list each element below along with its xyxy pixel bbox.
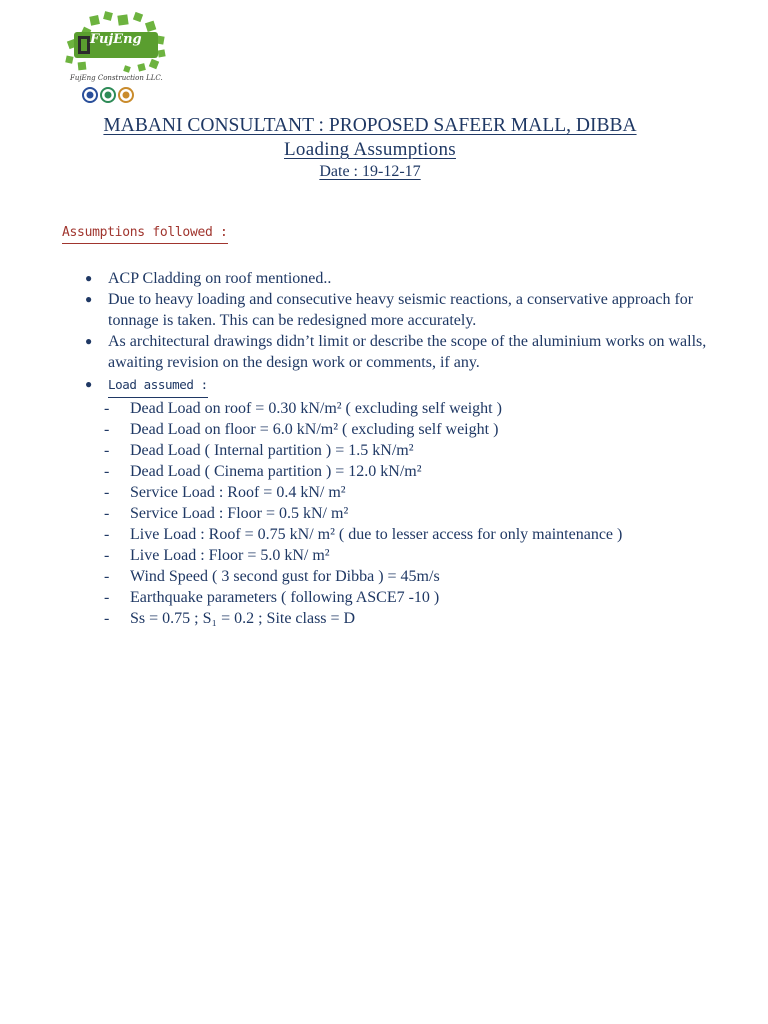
assumptions-heading: Assumptions followed : xyxy=(62,225,228,244)
bullet-icon: ● xyxy=(85,271,93,285)
load-item xyxy=(104,398,724,419)
document-date-text: Date : 19-12-17 xyxy=(319,163,421,180)
load-assumed-heading: Load assumed : xyxy=(108,374,208,398)
dash-icon: - xyxy=(104,505,110,522)
dash-icon: - xyxy=(104,442,110,459)
dash-icon: - xyxy=(104,484,110,501)
bullet-icon: ● xyxy=(85,334,93,348)
bullet-icon: ● xyxy=(85,292,93,306)
load-assumed-item xyxy=(84,374,724,398)
load-item-text: Live Load : Roof = 0.75 kN/ m² ( due to lesser access for only maintenance ) xyxy=(130,526,623,543)
document-subtitle-text: Loading Assumptions xyxy=(284,139,456,160)
load-item-text: Wind Speed ( 3 second gust for Dibba ) = 45m/s xyxy=(130,568,440,585)
dash-icon: - xyxy=(104,568,110,585)
load-item-text: Dead Load ( Internal partition ) = 1.5 kN/m² xyxy=(130,442,414,459)
load-item xyxy=(104,566,724,587)
dash-icon: - xyxy=(104,463,110,480)
list-item xyxy=(84,289,724,331)
load-item xyxy=(104,503,724,524)
load-item-text: Service Load : Roof = 0.4 kN/ m² xyxy=(130,484,346,501)
list-item-text: As architectural drawings didn’t limit or describe the scope of the aluminium works on walls, awaiting revision on the design work or comments, if any. xyxy=(108,333,707,371)
dash-icon: - xyxy=(104,400,110,417)
assumptions-list xyxy=(84,268,724,629)
load-item-text: Live Load : Floor = 5.0 kN/ m² xyxy=(130,547,330,564)
dash-icon: - xyxy=(104,589,110,606)
load-item-text: Dead Load on roof = 0.30 kN/m² ( excluding self weight ) xyxy=(130,400,502,417)
document-date xyxy=(0,163,740,181)
logo-tagline: FujEng Construction LLC. xyxy=(70,74,163,82)
dash-icon: - xyxy=(104,421,110,438)
load-item-text: Dead Load on floor = 6.0 kN/m² ( excluding self weight ) xyxy=(130,421,499,438)
dash-icon: - xyxy=(104,610,110,627)
load-item xyxy=(104,461,724,482)
load-item-text: Ss = 0.75 ; S₁ = 0.2 ; Site class = D xyxy=(130,610,356,627)
list-item-text: Due to heavy loading and consecutive heavy seismic reactions, a conservative approach for tonnage is taken. This can be redesigned more accurately. xyxy=(108,291,694,329)
load-item xyxy=(104,419,724,440)
load-item-text: Dead Load ( Cinema partition ) = 12.0 kN/m² xyxy=(130,463,422,480)
load-item-text: Service Load : Floor = 0.5 kN/ m² xyxy=(130,505,349,522)
list-item-text: ACP Cladding on roof mentioned.. xyxy=(108,270,332,287)
document-title-text: MABANI CONSULTANT : PROPOSED SAFEER MALL, DIBBA xyxy=(103,115,637,136)
document-subtitle xyxy=(0,139,740,161)
load-list xyxy=(84,398,724,629)
load-item xyxy=(104,608,724,629)
load-item-text: Earthquake parameters ( following ASCE7 -10 ) xyxy=(130,589,440,606)
load-item xyxy=(104,545,724,566)
logo-graphic xyxy=(60,10,172,114)
load-item xyxy=(104,440,724,461)
dash-icon: - xyxy=(104,547,110,564)
bullet-icon: ● xyxy=(85,377,93,391)
list-item xyxy=(84,268,724,289)
logo-wordmark: FujEng xyxy=(90,32,142,47)
load-item xyxy=(104,524,724,545)
company-logo xyxy=(60,10,172,114)
load-item xyxy=(104,482,724,503)
dash-icon: - xyxy=(104,526,110,543)
document-title xyxy=(0,115,740,137)
load-item xyxy=(104,587,724,608)
list-item xyxy=(84,331,724,373)
